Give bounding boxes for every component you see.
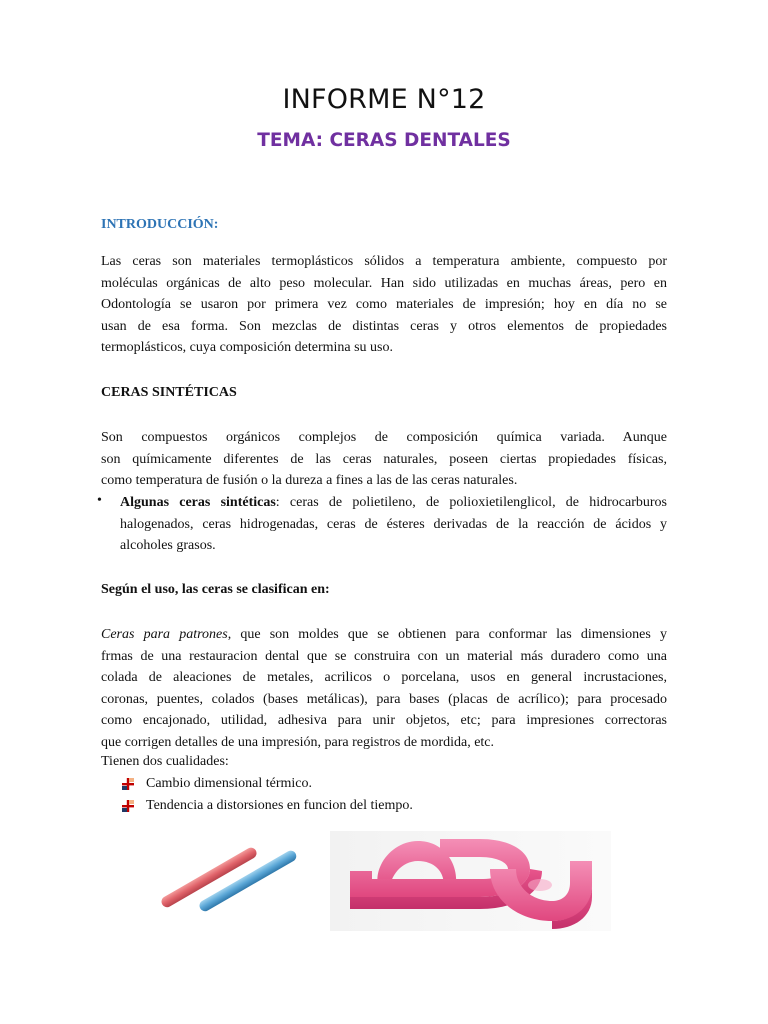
bullet-line xyxy=(120,492,667,514)
patterns-line: coronas, puentes, colados (bases metálicas), para bases (placas de acrílico); para procesado xyxy=(101,691,667,707)
intro-paragraph xyxy=(101,251,667,359)
arrow-bullet-icon xyxy=(121,799,135,813)
patterns-line: frmas de una restauracion dental que se construira con un material más duradero como una xyxy=(101,648,667,664)
synthetic-line: como temperatura de fusión o la dureza a fines a las de las ceras naturales. xyxy=(101,473,518,489)
document-subtitle: TEMA: CERAS DENTALES xyxy=(257,130,511,151)
wax-sticks-image xyxy=(150,838,310,918)
synthetic-paragraph xyxy=(101,427,667,492)
synthetic-line: Son compuestos orgánicos complejos de composición química variada. Aunque xyxy=(101,430,667,445)
intro-line: Odontología se usaron por primera vez como materiales de impresión; hoy en día no se xyxy=(101,297,667,313)
bullet-dot-icon: • xyxy=(97,493,102,508)
bullet-bold-label: Algunas ceras sintéticas xyxy=(120,495,276,510)
patterns-paragraph xyxy=(101,624,667,754)
quality-text: Cambio dimensional térmico. xyxy=(146,776,313,791)
intro-line: usan de esa forma. Son mezclas de distintas ceras y otros elementos de propiedades xyxy=(101,318,667,334)
patterns-line-rest: , que son moldes que se obtienen para conformar las dimensiones y xyxy=(227,627,667,642)
classification-heading: Según el uso, las ceras se clasifican en: xyxy=(101,582,330,597)
intro-line: termoplásticos, cuya composición determina su uso. xyxy=(101,340,393,356)
intro-line: Las ceras son materiales termoplásticos sólidos a temperatura ambiente, compuesto por xyxy=(101,254,667,269)
synthetic-line: son químicamente diferentes de las ceras naturales, poseen ciertas propiedades físicas, xyxy=(101,451,667,467)
arrow-bullet-icon xyxy=(121,777,135,791)
bullet-line: alcoholes grasos. xyxy=(120,538,216,554)
synthetic-heading: CERAS SINTÉTICAS xyxy=(101,385,237,400)
intro-line: moléculas orgánicas de alto peso molecular. Han sido utilizadas en muchas áreas, pero en xyxy=(101,275,667,291)
quality-item xyxy=(121,776,312,792)
document-title: INFORME N°12 xyxy=(282,84,486,115)
quality-text: Tendencia a distorsiones en funcion del tiempo. xyxy=(146,798,413,813)
intro-heading: INTRODUCCIÓN: xyxy=(101,217,219,232)
patterns-line xyxy=(101,624,667,646)
patterns-line: colada de aleaciones de metales, acrilicos o porcelana, usos en general incrustaciones, xyxy=(101,670,667,686)
qualities-intro: Tienen dos cualidades: xyxy=(101,754,229,769)
synthetic-bullet xyxy=(120,492,667,557)
patterns-line: como encajonado, utilidad, adhesiva para unir objetos, etc; para impresiones correctoras xyxy=(101,713,667,729)
wax-rims-image xyxy=(330,831,611,931)
patterns-italic-label: Ceras para patrones xyxy=(101,627,228,642)
bullet-line-rest: : ceras de polietileno, de polioxietilenglicol, de hidrocarburos xyxy=(275,495,667,510)
patterns-line: que corrigen detalles de una impresión, para registros de mordida, etc. xyxy=(101,734,495,750)
bullet-line: halogenados, ceras hidrogenadas, ceras de ésteres derivadas de la reacción de ácidos y xyxy=(120,516,667,532)
quality-item xyxy=(121,798,413,814)
